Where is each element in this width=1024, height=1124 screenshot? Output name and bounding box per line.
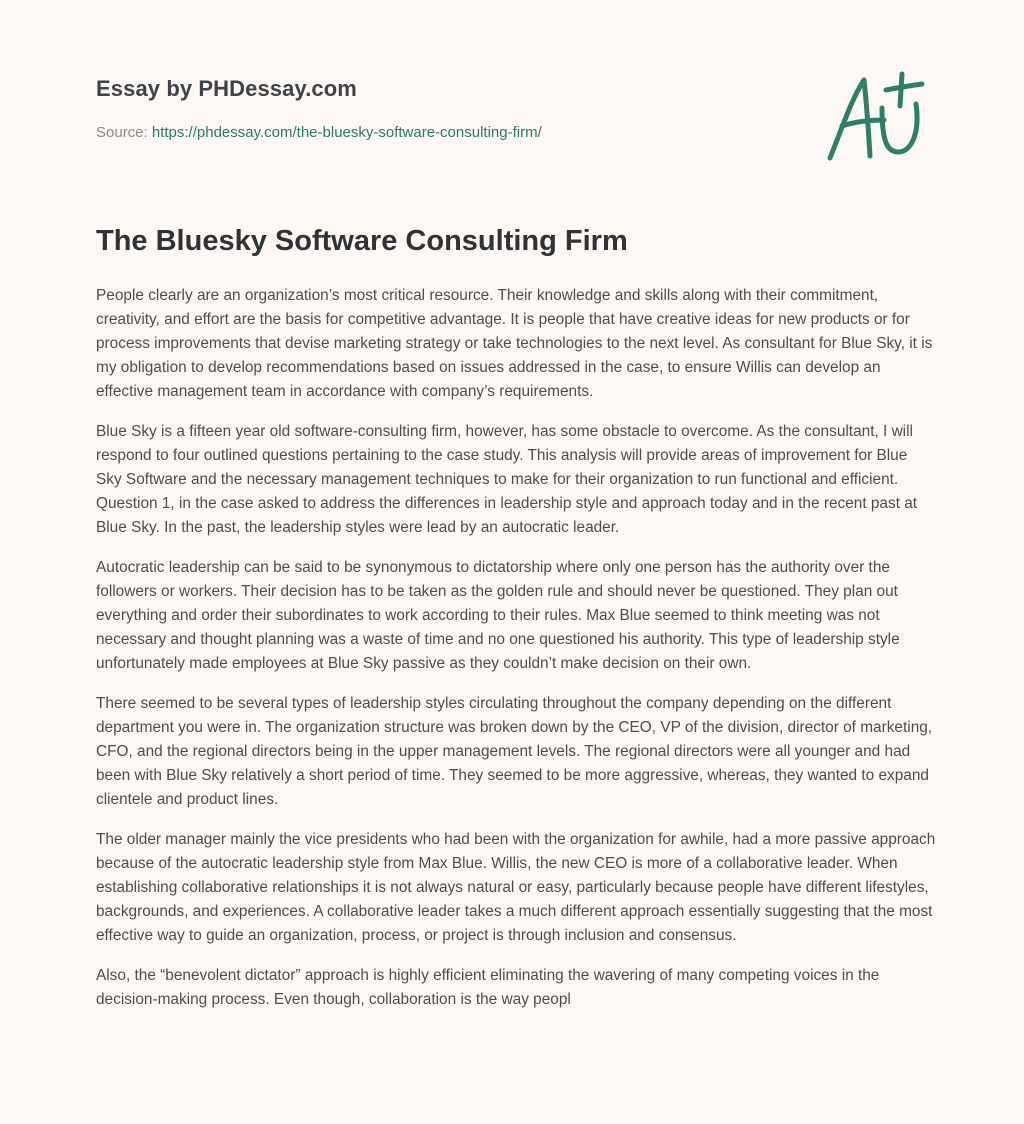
source-label: Source: (96, 124, 148, 141)
paragraph: Blue Sky is a fifteen year old software-consulting firm, however, has some obstacle to overcome. As the consultant, I will respond to four outlined questions pertaining to the case study. This analysis will provide areas of improvement for Blue Sky Software and the necessary management techniques to make for their organization to run functional and efficient. Question 1, in the case asked to address the differences in leadership style and approach today and in the recent past at Blue Sky. In the past, the leadership styles were lead by an autocratic leader. (96, 423, 918, 536)
a-plus-logo-icon (822, 68, 926, 164)
source-line (96, 124, 542, 141)
paragraph: There seemed to be several types of leadership styles circulating throughout the company depending on the different department you were in. The organization structure was broken down by the CEO, VP of the division, director of marketing, CFO, and the regional directors being in the upper management levels. The regional directors were all younger and had been with Blue Sky relatively a short period of time. They seemed to be more aggressive, whereas, they wanted to expand clientele and product lines. (96, 695, 933, 808)
paragraph: The older manager mainly the vice presidents who had been with the organization for awhile, had a more passive approach because of the autocratic leadership style from Max Blue. Willis, the new CEO is more of a collaborative leader. When establishing collaborative relationships it is not always natural or easy, particularly because people have different lifestyles, backgrounds, and experiences. A collaborative leader takes a much different approach essentially suggesting that the most effective way to guide an organization, process, or project is through inclusion and consensus. (96, 831, 936, 944)
source-link[interactable]: https://phdessay.com/the-bluesky-software-consulting-firm/ (151, 124, 542, 141)
paragraph: People clearly are an organization’s most critical resource. Their knowledge and skills along with their commitment, creativity, and effort are the basis for competitive advantage. It is people that have creative ideas for new products or for process improvements that devise marketing strategy or take technologies to the next level. As consultant for Blue Sky, it is my obligation to develop recommendations based on issues addressed in the case, to ensure Willis can develop an effective management team in accordance with company’s requirements. (96, 287, 933, 400)
site-brand: Essay by PHDessay.com (96, 76, 357, 101)
paragraph: Also, the “benevolent dictator” approach is highly efficient eliminating the wavering of many competing voices in the decision-making process. Even though, collaboration is the way peopl (96, 967, 880, 1008)
paragraph: Autocratic leadership can be said to be synonymous to dictatorship where only one person has the authority over the followers or workers. Their decision has to be taken as the golden rule and should never be questioned. They plan out everything and order their subordinates to work according to their rules. Max Blue seemed to think meeting was not necessary and thought planning was a waste of time and no one questioned his authority. This type of leadership style unfortunately made employees at Blue Sky passive as they couldn’t make decision on their own. (96, 559, 900, 672)
essay-body (96, 284, 936, 1028)
essay-title: The Bluesky Software Consulting Firm (96, 225, 628, 257)
